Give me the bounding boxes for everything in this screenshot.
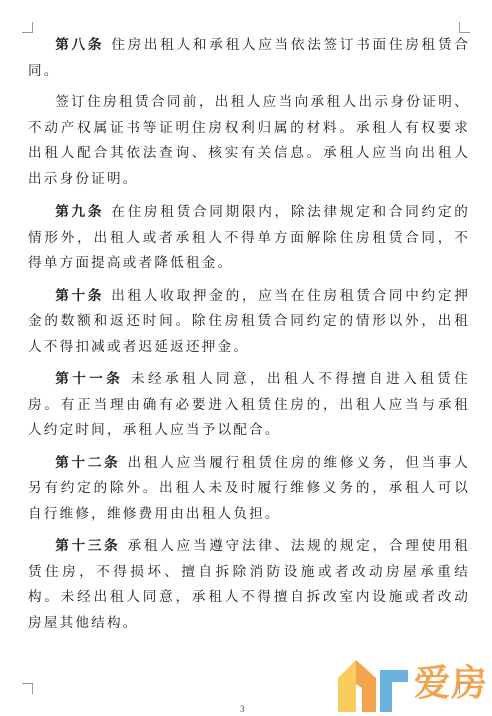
crop-mark-bottom-left <box>22 683 33 694</box>
article-heading: 第十三条 <box>55 538 121 554</box>
document-body <box>28 33 470 636</box>
paragraph-article-8-cont <box>28 90 470 192</box>
paragraph-text: 住房出租人和承租人应当依法签订书面住房租赁合同。 <box>28 37 470 79</box>
paragraph-text: 签订住房租赁合同前，出租人应当向承租人出示身份证明、不动产权属证书等证明住房权利归属的材料。承租人有权要求出租人配合其依法查询、核实有关信息。承租人应当向出租人出示身份证明。 <box>28 94 470 187</box>
brand-text: 爱房 <box>414 663 489 704</box>
article-heading: 第十一条 <box>55 371 124 387</box>
crop-mark-top-left <box>22 22 33 33</box>
paragraph-article-11 <box>28 367 470 444</box>
paragraph-article-12 <box>28 451 470 528</box>
paragraph-article-10 <box>28 284 470 361</box>
paragraph-article-9 <box>28 200 470 277</box>
paragraph-text: 承租人应当遵守法律、法规的规定，合理使用租赁住房，不得损坏、擅自拆除消防设施或者改动房屋承重结构。未经出租人同意，承租人不得擅自拆改室内设施或者改动房屋其他结构。 <box>28 538 470 631</box>
paragraph-article-8 <box>28 33 470 84</box>
paragraph-text: 出租人收取押金的，应当在住房租赁合同中约定押金的数额和返还时间。除住房租赁合同约定的情形以外，出租人不得扣减或者迟延返还押金。 <box>28 287 470 355</box>
paragraph-text: 出租人应当履行租赁住房的维修义务，但当事人另有约定的除外。出租人未及时履行维修义务的，承租人可以自行维修，维修费用由出租人负担。 <box>28 454 470 522</box>
page-number: 3 <box>240 704 245 714</box>
article-heading: 第十二条 <box>55 454 121 471</box>
paragraph-text: 未经承租人同意，出租人不得擅自进入租赁住房。有正当理由确有必要进入租赁住房的，出租人应当与承租人约定时间，承租人应当予以配合。 <box>28 371 470 438</box>
house-logo-icon <box>332 648 412 714</box>
paragraph-text: 在住房租赁合同期限内，除法律规定和合同约定的情形外，出租人或者承租人不得单方面解除住房租赁合同，不得单方面提高或者降低租金。 <box>28 204 470 271</box>
article-heading: 第九条 <box>55 204 105 220</box>
article-heading: 第十条 <box>55 287 105 304</box>
article-heading: 第八条 <box>55 37 105 53</box>
paragraph-article-13 <box>28 534 470 636</box>
watermark-logo <box>332 648 492 714</box>
crop-mark-top-right <box>459 22 470 33</box>
